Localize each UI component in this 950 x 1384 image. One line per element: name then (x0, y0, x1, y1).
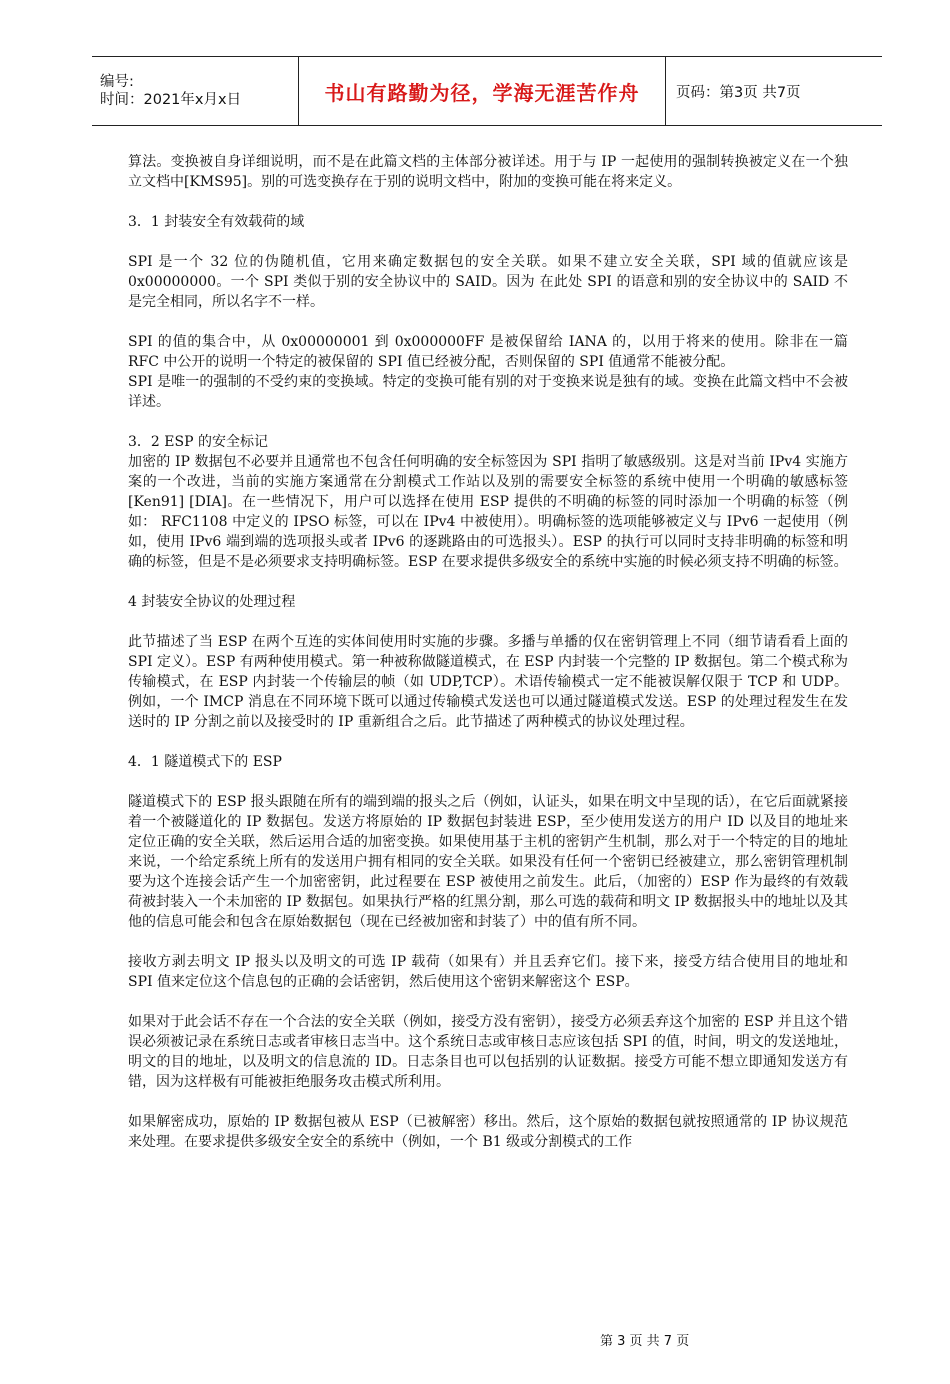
header-meta (92, 57, 299, 125)
paragraph: SPI 是唯一的强制的不受约束的变换域。特定的变换可能有别的对于变换来说是独有的域。变换在此篇文档中不会被详述。 (128, 374, 848, 410)
paragraph: 隧道模式下的 ESP 报头跟随在所有的端到端的报头之后（例如，认证头，如果在明文中呈现的话），在它后面就紧接着一个被隧道化的 IP 数据包。发送方将原始的 IP 数据包封装进 ESP，至少使用发送方的用户 ID 以及目的地址来定位正确的安全关联，然后运用合适的加密变换。如果使用基于主机的密钥产生机制，那么对于一个特定的目的地址来说，一个给定系统上所有的发送用户拥有相同的安全关联。如果没有任何一个密钥已经被建立，那么密钥管理机制要为这个连接会话产生一个加密密钥，此过程要在 ESP 被使用之前发生。此后，（加密的）ESP 作为最终的有效载荷被封装入一个未加密的 IP 数据包。如果执行严格的红黑分割，那么可选的载荷和明文 IP 数据报头中的地址以及其他的信息可能会和包含在原始数据包（现在已经被加密和封装了）中的值有所不同。 (128, 794, 848, 930)
paragraph: 接收方剥去明文 IP 报头以及明文的可选 IP 载荷（如果有）并且丢弃它们。接下来，接受方结合使用目的地址和 SPI 值来定位这个信息包的正确的会话密钥，然后使用这个密钥来解密这个 ESP。 (128, 954, 848, 990)
page-footer (600, 1330, 689, 1349)
paragraph: SPI 是一个 32 位的伪随机值，它用来确定数据包的安全关联。如果不建立安全关联，SPI 域的值就应该是 0x00000000。一个 SPI 类似于别的安全协议中的 SAID。因为 在此处 SPI 的语意和别的安全协议中的 SAID 不是完全相同，所以名字不一样。 (128, 254, 848, 310)
paragraph: 如果解密成功，原始的 IP 数据包被从 ESP（已被解密）移出。然后，这个原始的数据包就按照通常的 IP 协议规范来处理。在要求提供多级安全安全的系统中（例如，一个 B1 级或分割模式的工作 (128, 1114, 848, 1150)
section-heading: 3．1 封装安全有效载荷的域 (128, 214, 305, 230)
document-time: 时间：2021年x月x日 (100, 92, 242, 108)
section-heading: 4 封装安全协议的处理过程 (128, 594, 296, 610)
paragraph: 如果对于此会话不存在一个合法的安全关联（例如，接受方没有密钥），接受方必须丢弃这个加密的 ESP 并且这个错误必须被记录在系统日志或者审核日志当中。这个系统日志或审核日志应该包括 SPI 的值，时间，明文的发送地址，明文的目的地址，以及明文的信息流的 ID。日志条目也可以包括别的认证数据。接受方可能不想立即通知发送方有错，因为这样极有可能被拒绝服务攻击模式所利用。 (128, 1014, 848, 1090)
header-motto (299, 57, 666, 125)
paragraph: 加密的 IP 数据包不必要并且通常也不包含任何明确的安全标签因为 SPI 指明了敏感级别。这是对当前 IPv4 实施方案的一个改进，当前的实施方案通常在分割模式工作站以及别的需要安全标签的系统中使用一个明确的敏感标签[Ken91] [DIA]。在一些情况下，用户可以选择在使用 ESP 提供的不明确的标签的同时添加一个明确的标签（例如： RFC1108 中定义的 IPSO 标签，可以在 IPv4 中被使用）。明确标签的选项能够被定义与 IPv6 一起使用（例如，使用 IPv6 端到端的选项报头或者 IPv6 的逐跳路由的可选报头）。ESP 的执行可以同时支持非明确的标签和明确的标签，但是不是必须要求支持明确标签。ESP 在要求提供多级安全的系统中实施的时候必须支持不明确的标签。 (128, 454, 848, 570)
document-number-label: 编号: (100, 74, 134, 90)
section-heading: 3．2 ESP 的安全标记 (128, 434, 268, 450)
paragraph: 算法。变换被自身详细说明，而不是在此篇文档的主体部分被详述。用于与 IP 一起使用的强制转换被定义在一个独立文档中[KMS95]。别的可选变换存在于别的说明文档中，附加的变换可能在将来定义。 (128, 154, 848, 190)
page-info-text: 页码：第3页 共7页 (676, 84, 801, 101)
motto-text: 书山有路勤为径，学海无涯苦作舟 (324, 80, 640, 105)
footer-page-number: 第 3 页 共 7 页 (600, 1334, 690, 1349)
header-page-info (666, 57, 882, 125)
section-heading: 4．1 隧道模式下的 ESP (128, 754, 282, 770)
paragraph: SPI 的值的集合中，从 0x00000001 到 0x000000FF 是被保留给 IANA 的，以用于将来的使用。除非在一篇 RFC 中公开的说明一个特定的被保留的 SPI 值已经被分配，否则保留的 SPI 值通常不能被分配。 (128, 334, 848, 370)
page-header (92, 56, 882, 126)
paragraph: 此节描述了当 ESP 在两个互连的实体间使用时实施的步骤。多播与单播的仅在密钥管理上不同（细节请看看上面的 SPI 定义）。ESP 有两种使用模式。第一种被称做隧道模式，在 ESP 内封装一个完整的 IP 数据包。第二个模式称为传输模式，在 ESP 内封装一个传输层的帧（如 UDP,TCP）。术语传输模式一定不能被误解仅限于 TCP 和 UDP。例如，一个 IMCP 消息在不同环境下既可以通过传输模式发送也可以通过隧道模式发送。ESP 的处理过程发生在发送时的 IP 分割之前以及接受时的 IP 重新组合之后。此节描述了两种模式的协议处理过程。 (128, 634, 848, 730)
document-body (128, 152, 848, 1152)
